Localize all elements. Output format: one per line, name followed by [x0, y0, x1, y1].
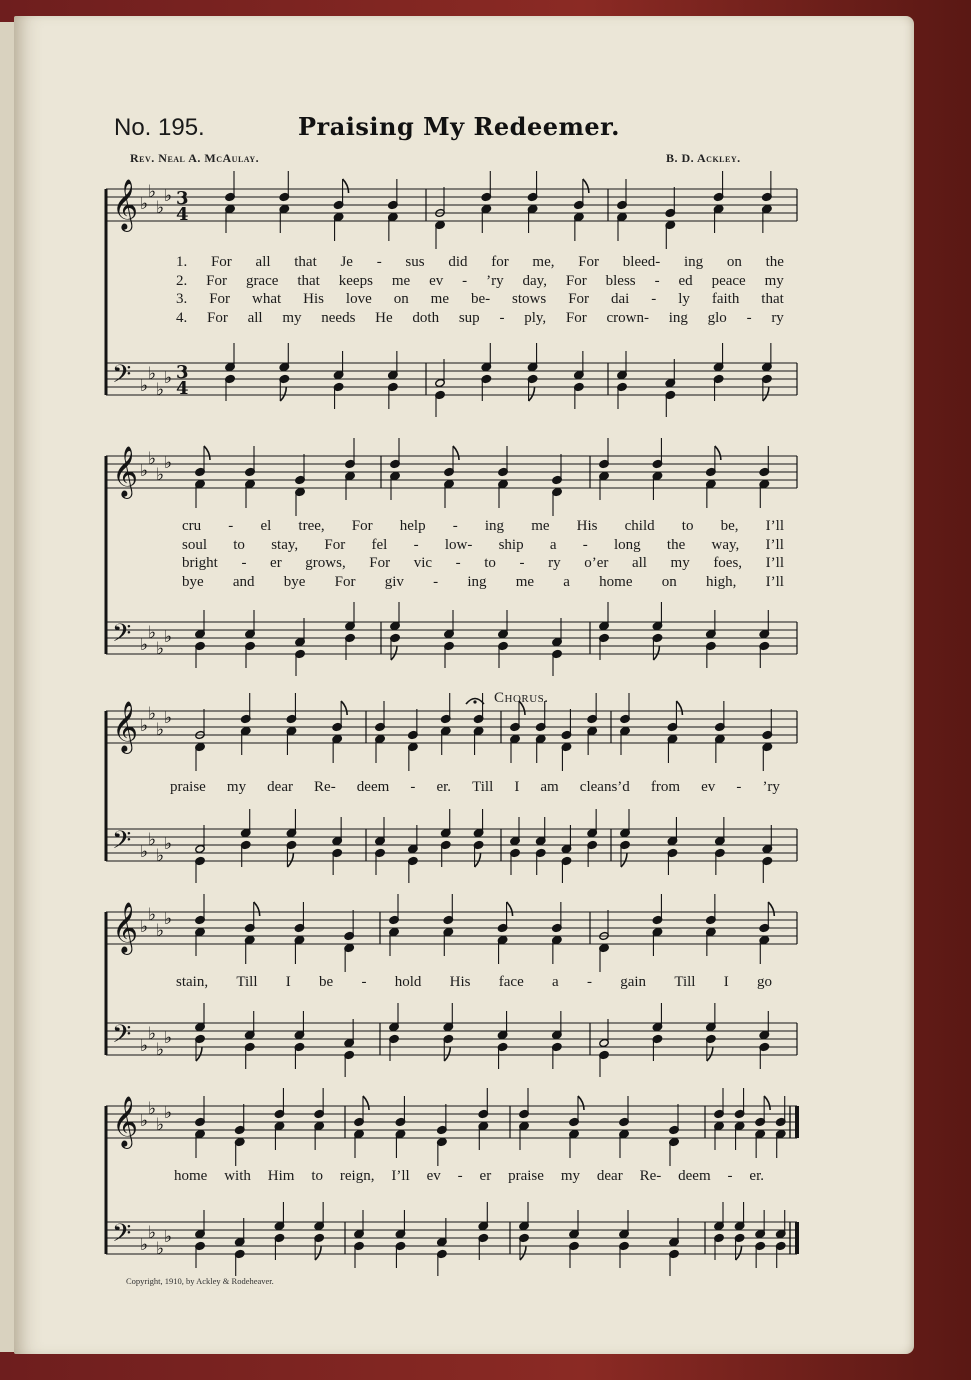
flat-sign: ♭ [156, 380, 165, 400]
lyric-syllable: His [576, 518, 598, 534]
copyright-notice: Copyright, 1910, by Ackley & Rodeheaver. [126, 1276, 274, 1286]
lyric-syllable: giv [384, 574, 404, 591]
lyric-syllable: vic [413, 555, 433, 572]
flat-sign: ♭ [164, 1227, 173, 1247]
lyric-syllable: hold [394, 974, 422, 990]
lyric-syllable: deem [356, 779, 390, 795]
note-flag [715, 446, 721, 460]
lyric-syllable: bye [182, 574, 204, 591]
lyric-syllable: - [736, 779, 742, 795]
bass-clef: 𝄢 [112, 1219, 132, 1254]
lyric-syllable: my [226, 779, 247, 795]
flat-sign: ♭ [164, 909, 173, 929]
lyric-syllable: glo [707, 310, 727, 327]
flat-sign: ♭ [140, 842, 149, 862]
lyric-syllable: faith [711, 291, 740, 308]
hymn-number: No. 195. [114, 114, 205, 141]
flat-sign: ♭ [140, 194, 149, 214]
lyric-syllable: Him [267, 1168, 295, 1184]
lyric-syllable: high, [705, 574, 737, 591]
lyric-syllable: ry [771, 310, 784, 327]
lyric-syllable: love [345, 291, 372, 308]
lyric-syllable: needs [321, 310, 356, 327]
note-flag [391, 646, 397, 660]
lyric-syllable: - [651, 291, 657, 308]
lyric-syllable: stain, [176, 974, 209, 990]
note-flag [475, 853, 481, 867]
lyric-syllable: 2. [176, 272, 188, 289]
lyric-syllable: ev [701, 779, 716, 795]
lyric-syllable: all [247, 310, 263, 327]
lyric-syllable: ev [429, 272, 444, 289]
flat-sign: ♭ [140, 1235, 149, 1255]
lyric-syllable: I’ll [765, 518, 784, 534]
lyric-syllable: - [499, 310, 505, 327]
flat-sign: ♭ [156, 1239, 165, 1259]
lyric-syllable: home [599, 574, 633, 591]
lyric-syllable: - [586, 974, 592, 990]
lyric-syllable: deem [678, 1168, 711, 1184]
lyric-syllable: tree, [298, 518, 325, 534]
note-flag [529, 387, 535, 401]
lyric-line [176, 273, 784, 290]
lyric-syllable: all [631, 555, 647, 572]
lyric-syllable: that [761, 291, 784, 308]
lyric-syllable: For [206, 272, 228, 289]
lyric-syllable: o’er [584, 555, 609, 572]
lyric-syllable: ly [678, 291, 690, 308]
lyric-syllable: reign, [339, 1168, 375, 1184]
lyric-syllable: am [540, 779, 559, 795]
lyric-syllable: dear [267, 779, 293, 795]
lyric-syllable: I’ll [391, 1168, 410, 1184]
lyric-syllable: and [232, 574, 255, 591]
flat-sign: ♭ [148, 1223, 157, 1243]
lyric-syllable: stows [512, 291, 547, 308]
lyric-syllable: me [391, 272, 411, 289]
hymn-title: Praising My Redeemer. [298, 112, 620, 141]
lyric-syllable: His [449, 974, 471, 990]
note-flag [578, 1096, 584, 1110]
lyric-syllable: I [723, 974, 729, 990]
lyric-syllable: ing [683, 254, 704, 270]
flat-sign: ♭ [156, 720, 165, 740]
composer-credit: B. D. Ackley. [666, 151, 741, 165]
lyric-syllable: - [410, 779, 416, 795]
lyric-syllable: cleans’d [579, 779, 630, 795]
flat-sign: ♭ [164, 627, 173, 647]
bass-clef: 𝄢 [112, 826, 132, 861]
note-flag [583, 179, 589, 193]
flat-sign: ♭ [140, 461, 149, 481]
time-signature-digit: 3 [176, 362, 189, 383]
lyric-syllable: - [519, 555, 525, 572]
lyric-line [176, 254, 784, 271]
treble-clef: 𝄞 [112, 446, 139, 497]
chorus-label: Chorus. [494, 690, 549, 706]
lyric-syllable: For [351, 518, 373, 534]
treble-clef: 𝄞 [112, 1096, 139, 1147]
flat-sign: ♭ [156, 846, 165, 866]
flat-sign: ♭ [140, 635, 149, 655]
lyric-syllable: For [209, 291, 231, 308]
lyric-syllable: on [393, 291, 409, 308]
flat-sign: ♭ [148, 182, 157, 202]
lyric-syllable: His [303, 291, 324, 308]
lyric-syllable: bless [605, 272, 636, 289]
lyric-line [176, 974, 772, 991]
lyric-syllable: - [452, 518, 458, 534]
lyric-syllable: er [270, 555, 282, 572]
lyric-syllable: my [670, 555, 690, 572]
flat-sign: ♭ [164, 186, 173, 206]
lyric-syllable: fel [371, 536, 388, 553]
lyric-syllable: ed [678, 272, 693, 289]
note-flag [507, 902, 513, 916]
note-flag [315, 1246, 321, 1260]
lyric-syllable: er. [436, 779, 452, 795]
lyric-syllable: - [361, 974, 367, 990]
flat-sign: ♭ [148, 830, 157, 850]
lyric-syllable: er. [749, 1168, 764, 1184]
flat-sign: ♭ [164, 1103, 173, 1123]
lyric-syllable: - [413, 536, 419, 553]
lyric-syllable: 1. [176, 254, 188, 270]
lyric-syllable: Till [472, 779, 494, 795]
lyric-syllable: a [552, 974, 559, 990]
flat-sign: ♭ [140, 716, 149, 736]
lyric-syllable: - [746, 310, 752, 327]
lyric-syllable: stay, [271, 536, 299, 553]
lyric-syllable: the [765, 254, 784, 270]
flat-sign: ♭ [164, 368, 173, 388]
lyric-syllable: I’ll [765, 555, 784, 572]
lyric-syllable: For [334, 574, 356, 591]
lyric-syllable: sus [405, 254, 425, 270]
lyric-syllable: I [514, 779, 520, 795]
note-flag [653, 646, 659, 660]
note-flag [736, 1246, 742, 1260]
note-flag [254, 902, 260, 916]
lyric-syllable: 3. [176, 291, 188, 308]
lyric-line [182, 518, 784, 535]
lyric-syllable: me [515, 574, 535, 591]
lyric-syllable: For [568, 291, 590, 308]
lyric-syllable: For [565, 310, 587, 327]
lyric-syllable: soul [182, 536, 208, 553]
flat-sign: ♭ [148, 1099, 157, 1119]
lyric-syllable: for [491, 254, 509, 270]
lyric-syllable: For [324, 536, 346, 553]
lyric-syllable: way, [711, 536, 740, 553]
lyric-syllable: be- [470, 291, 491, 308]
lyric-line [176, 291, 784, 308]
lyric-syllable: For [210, 254, 232, 270]
lyric-syllable: sup [458, 310, 480, 327]
flat-sign: ♭ [148, 1024, 157, 1044]
note-flag [204, 446, 210, 460]
lyric-line [182, 555, 784, 572]
lyric-syllable: ’ry [486, 272, 504, 289]
lyric-syllable: that [297, 272, 320, 289]
note-flag [621, 853, 627, 867]
lyric-syllable: a [549, 536, 557, 553]
lyric-syllable: me [430, 291, 449, 308]
note-flag [363, 1096, 369, 1110]
lyric-syllable: ing [467, 574, 487, 591]
lyric-syllable: cru [182, 518, 202, 534]
lyric-syllable: a [563, 574, 570, 591]
treble-clef: 𝄞 [112, 179, 139, 230]
lyric-line [182, 574, 784, 591]
lyric-syllable: peace [711, 272, 746, 289]
note-flag [764, 1096, 770, 1110]
flat-sign: ♭ [148, 364, 157, 384]
lyric-syllable: Till [674, 974, 696, 990]
lyric-syllable: to [681, 518, 694, 534]
lyric-syllable: all [255, 254, 271, 270]
time-signature-digit: 3 [176, 188, 189, 209]
lyric-syllable: ing [668, 310, 688, 327]
bass-clef: 𝄢 [112, 1020, 132, 1055]
lyric-syllable: on [726, 254, 742, 270]
lyric-syllable: I’ll [765, 574, 784, 591]
fermata-dot [473, 700, 476, 703]
lyric-syllable: - [462, 272, 468, 289]
flat-sign: ♭ [140, 917, 149, 937]
flat-sign: ♭ [140, 1111, 149, 1131]
flat-sign: ♭ [164, 834, 173, 854]
lyric-syllable: ry [548, 555, 561, 572]
lyric-syllable: dear [596, 1168, 623, 1184]
lyric-syllable: Re- [639, 1168, 662, 1184]
note-flag [763, 387, 769, 401]
lyric-syllable: ’ry [762, 779, 780, 795]
lyric-line [182, 537, 784, 554]
lyric-syllable: - [241, 555, 247, 572]
lyric-syllable: Till [236, 974, 258, 990]
lyric-syllable: what [252, 291, 282, 308]
lyric-syllable: face [498, 974, 524, 990]
lyric-syllable: Re- [314, 779, 336, 795]
lyric-syllable: - [654, 272, 660, 289]
lyric-syllable: praise [508, 1168, 544, 1184]
lyric-syllable: - [455, 555, 461, 572]
lyric-syllable: dai [610, 291, 630, 308]
note-flag [444, 1047, 450, 1061]
lyric-syllable: home [174, 1168, 208, 1184]
lyric-syllable: I’ll [765, 536, 784, 553]
lyric-syllable: bleed- [622, 254, 661, 270]
lyric-syllable: For [565, 272, 587, 289]
flat-sign: ♭ [164, 708, 173, 728]
lyric-syllable: crown- [606, 310, 649, 327]
lyric-syllable: with [224, 1168, 251, 1184]
lyric-syllable: did [448, 254, 468, 270]
lyric-syllable: be, [720, 518, 739, 534]
note-flag [768, 902, 774, 916]
lyric-syllable: ing [484, 518, 505, 534]
lyric-syllable: the [666, 536, 686, 553]
lyric-syllable: For [369, 555, 391, 572]
lyric-syllable: long [614, 536, 641, 553]
note-flag [520, 1246, 526, 1260]
flat-sign: ♭ [148, 704, 157, 724]
note-flag [707, 1047, 713, 1061]
lyric-syllable: doth [412, 310, 440, 327]
flat-sign: ♭ [156, 465, 165, 485]
lyric-syllable: - [727, 1168, 733, 1184]
lyric-syllable: go [756, 974, 772, 990]
lyricist-credit: Rev. Neal A. McAulay. [130, 151, 260, 165]
lyric-syllable: I [285, 974, 291, 990]
lyric-syllable: grows, [305, 555, 346, 572]
flat-sign: ♭ [140, 376, 149, 396]
lyric-syllable: low- [444, 536, 473, 553]
lyric-syllable: keeps [338, 272, 373, 289]
lyric-syllable: ply, [524, 310, 547, 327]
lyric-syllable: foes, [713, 555, 743, 572]
lyric-syllable: er [479, 1168, 492, 1184]
lyric-syllable: 4. [176, 310, 188, 327]
lyric-syllable: - [433, 574, 439, 591]
lyric-syllable: to [311, 1168, 324, 1184]
note-flag [343, 179, 349, 193]
bass-clef: 𝄢 [112, 619, 132, 654]
lyric-syllable: He [375, 310, 393, 327]
lyric-syllable: bright [182, 555, 218, 572]
note-flag [676, 701, 682, 715]
lyric-syllable: Je [340, 254, 353, 270]
flat-sign: ♭ [164, 1028, 173, 1048]
flat-sign: ♭ [148, 905, 157, 925]
treble-clef: 𝄞 [112, 902, 139, 953]
lyric-syllable: me [531, 518, 550, 534]
lyric-syllable: ev [426, 1168, 441, 1184]
lyric-syllable: from [650, 779, 681, 795]
lyric-line [174, 1168, 764, 1185]
lyric-syllable: to [233, 536, 245, 553]
lyric-syllable: For [207, 310, 228, 327]
lyric-syllable: bye [283, 574, 306, 591]
lyric-syllable: el [260, 518, 272, 534]
flat-sign: ♭ [156, 639, 165, 659]
note-flag [196, 1047, 202, 1061]
lyric-syllable: - [228, 518, 234, 534]
lyric-syllable: be [319, 974, 334, 990]
note-flag [287, 853, 293, 867]
lyric-syllable: praise [170, 779, 206, 795]
lyric-syllable: that [294, 254, 317, 270]
flat-sign: ♭ [156, 1115, 165, 1135]
bass-clef: 𝄢 [112, 360, 132, 395]
lyric-syllable: help [399, 518, 426, 534]
lyric-syllable: ship [498, 536, 524, 553]
lyric-syllable: day, [522, 272, 547, 289]
time-signature-digit: 4 [176, 204, 189, 225]
flat-sign: ♭ [156, 198, 165, 218]
note-flag [453, 446, 459, 460]
lyric-syllable: to [484, 555, 496, 572]
note-flag [341, 701, 347, 715]
lyric-syllable: - [582, 536, 588, 553]
flat-sign: ♭ [156, 1040, 165, 1060]
lyric-syllable: gain [620, 974, 647, 990]
time-signature-digit: 4 [176, 378, 189, 399]
lyric-syllable: my [282, 310, 302, 327]
note-flag [280, 387, 286, 401]
flat-sign: ♭ [164, 453, 173, 473]
treble-clef: 𝄞 [112, 701, 139, 752]
lyric-syllable: my [764, 272, 784, 289]
lyric-line [170, 779, 780, 796]
lyric-syllable: my [560, 1168, 580, 1184]
lyric-syllable: - [376, 254, 382, 270]
lyric-syllable: on [661, 574, 677, 591]
lyric-syllable: - [457, 1168, 463, 1184]
flat-sign: ♭ [148, 449, 157, 469]
lyric-syllable: grace [245, 272, 279, 289]
lyric-syllable: For [578, 254, 600, 270]
lyric-line [176, 310, 784, 327]
flat-sign: ♭ [140, 1036, 149, 1056]
lyric-syllable: me, [532, 254, 555, 270]
flat-sign: ♭ [148, 623, 157, 643]
lyric-syllable: child [624, 518, 655, 534]
flat-sign: ♭ [156, 921, 165, 941]
